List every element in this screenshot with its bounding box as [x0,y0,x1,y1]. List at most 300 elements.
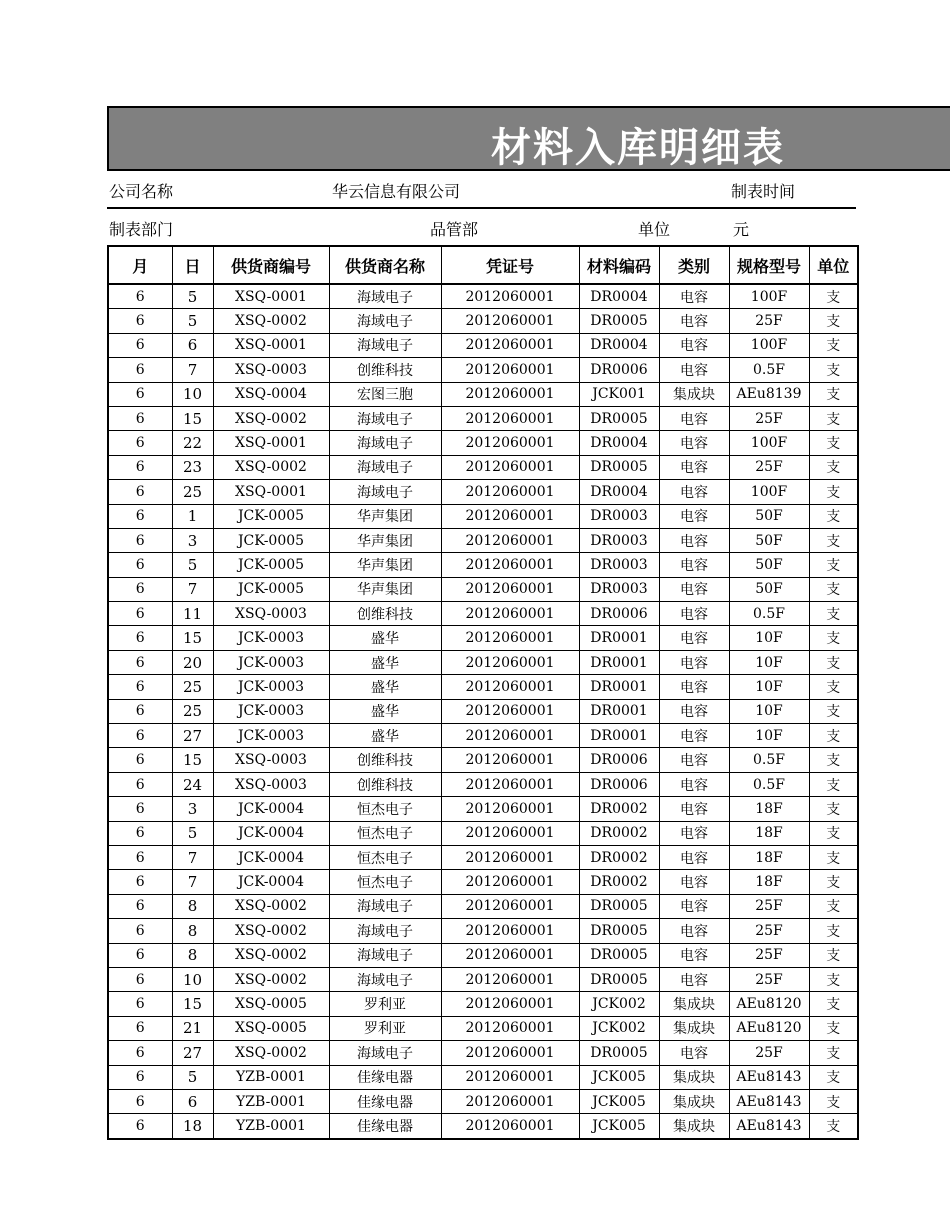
cell-month: 6 [108,797,172,821]
cell-material-code: DR0003 [579,553,659,577]
cell-supplier-name: 海域电子 [329,455,441,479]
cell-voucher-no: 2012060001 [441,431,579,455]
cell-supplier-code: JCK-0003 [213,699,329,723]
cell-supplier-code: XSQ-0002 [213,406,329,430]
table-row [108,504,858,528]
cell-category: 电容 [659,358,729,382]
cell-material-code: DR0005 [579,455,659,479]
cell-unit: 支 [809,699,858,723]
cell-month: 6 [108,1114,172,1139]
dept-value: 品管部 [430,220,479,239]
cell-voucher-no: 2012060001 [441,821,579,845]
cell-voucher-no: 2012060001 [441,724,579,748]
cell-month: 6 [108,480,172,504]
cell-material-code: DR0001 [579,675,659,699]
cell-month: 6 [108,1065,172,1089]
cell-material-code: JCK005 [579,1089,659,1113]
table-row [108,382,858,406]
cell-day: 23 [172,455,213,479]
cell-material-code: DR0005 [579,1041,659,1065]
cell-day: 5 [172,309,213,333]
cell-category: 电容 [659,797,729,821]
cell-material-code: DR0001 [579,724,659,748]
cell-spec-model: AEu8120 [729,1016,809,1040]
cell-month: 6 [108,528,172,552]
table-row [108,675,858,699]
cell-voucher-no: 2012060001 [441,992,579,1016]
cell-material-code: JCK005 [579,1065,659,1089]
cell-category: 电容 [659,821,729,845]
cell-supplier-name: 海域电子 [329,480,441,504]
cell-voucher-no: 2012060001 [441,358,579,382]
cell-category: 电容 [659,455,729,479]
cell-material-code: DR0004 [579,284,659,309]
cell-material-code: DR0006 [579,358,659,382]
cell-month: 6 [108,845,172,869]
cell-category: 集成块 [659,992,729,1016]
cell-category: 电容 [659,772,729,796]
cell-spec-model: AEu8143 [729,1089,809,1113]
cell-material-code: DR0004 [579,431,659,455]
title-banner [107,106,950,171]
cell-voucher-no: 2012060001 [441,1089,579,1113]
column-header-supplier-code: 供货商编号 [213,246,329,284]
cell-unit: 支 [809,821,858,845]
cell-month: 6 [108,1016,172,1040]
cell-material-code: DR0001 [579,650,659,674]
column-header-supplier-name: 供货商名称 [329,246,441,284]
cell-day: 10 [172,967,213,991]
cell-voucher-no: 2012060001 [441,894,579,918]
cell-day: 7 [172,358,213,382]
cell-day: 8 [172,919,213,943]
cell-spec-model: 10F [729,650,809,674]
cell-category: 电容 [659,943,729,967]
table-row [108,480,858,504]
cell-unit: 支 [809,480,858,504]
cell-voucher-no: 2012060001 [441,772,579,796]
cell-spec-model: 100F [729,284,809,309]
cell-supplier-name: 罗利亚 [329,992,441,1016]
cell-material-code: DR0006 [579,772,659,796]
cell-category: 电容 [659,870,729,894]
cell-unit: 支 [809,894,858,918]
cell-material-code: DR0001 [579,699,659,723]
cell-material-code: DR0002 [579,870,659,894]
cell-voucher-no: 2012060001 [441,845,579,869]
table-row [108,333,858,357]
cell-day: 3 [172,528,213,552]
table-row [108,1114,858,1139]
cell-month: 6 [108,309,172,333]
cell-spec-model: AEu8120 [729,992,809,1016]
cell-supplier-name: 盛华 [329,675,441,699]
cell-supplier-name: 海域电子 [329,894,441,918]
cell-spec-model: 18F [729,821,809,845]
cell-voucher-no: 2012060001 [441,650,579,674]
cell-unit: 支 [809,1114,858,1139]
cell-supplier-name: 创维科技 [329,748,441,772]
cell-voucher-no: 2012060001 [441,504,579,528]
table-row [108,1016,858,1040]
cell-day: 10 [172,382,213,406]
cell-unit: 支 [809,675,858,699]
table-row [108,1089,858,1113]
cell-voucher-no: 2012060001 [441,309,579,333]
cell-day: 15 [172,626,213,650]
cell-day: 5 [172,821,213,845]
cell-category: 集成块 [659,1016,729,1040]
cell-category: 电容 [659,602,729,626]
cell-spec-model: 25F [729,455,809,479]
cell-month: 6 [108,382,172,406]
cell-unit: 支 [809,553,858,577]
company-label: 公司名称 [109,182,174,201]
cell-supplier-name: 创维科技 [329,772,441,796]
cell-spec-model: 25F [729,894,809,918]
cell-unit: 支 [809,967,858,991]
cell-supplier-name: 宏图三胞 [329,382,441,406]
cell-supplier-code: XSQ-0002 [213,309,329,333]
cell-material-code: DR0002 [579,821,659,845]
cell-unit: 支 [809,992,858,1016]
cell-category: 电容 [659,333,729,357]
cell-category: 电容 [659,309,729,333]
cell-day: 5 [172,284,213,309]
cell-day: 15 [172,748,213,772]
table-row [108,553,858,577]
company-value: 华云信息有限公司 [332,182,461,201]
cell-category: 电容 [659,845,729,869]
cell-spec-model: 10F [729,699,809,723]
cell-voucher-no: 2012060001 [441,406,579,430]
cell-voucher-no: 2012060001 [441,382,579,406]
cell-supplier-name: 创维科技 [329,602,441,626]
cell-supplier-code: XSQ-0005 [213,992,329,1016]
cell-material-code: DR0001 [579,626,659,650]
cell-category: 电容 [659,528,729,552]
cell-spec-model: 25F [729,1041,809,1065]
cell-spec-model: 18F [729,870,809,894]
cell-voucher-no: 2012060001 [441,1065,579,1089]
info-row-company [107,171,856,209]
cell-month: 6 [108,894,172,918]
cell-spec-model: 10F [729,724,809,748]
cell-unit: 支 [809,650,858,674]
cell-spec-model: 0.5F [729,772,809,796]
cell-day: 15 [172,406,213,430]
column-header-voucher-no: 凭证号 [441,246,579,284]
unit-value: 元 [733,220,750,239]
cell-unit: 支 [809,1089,858,1113]
cell-unit: 支 [809,577,858,601]
cell-category: 电容 [659,480,729,504]
cell-supplier-code: XSQ-0002 [213,1041,329,1065]
cell-day: 15 [172,992,213,1016]
column-header-spec-model: 规格型号 [729,246,809,284]
cell-day: 3 [172,797,213,821]
table-row [108,577,858,601]
cell-material-code: DR0005 [579,967,659,991]
cell-supplier-name: 海域电子 [329,333,441,357]
cell-category: 电容 [659,699,729,723]
cell-category: 电容 [659,748,729,772]
cell-month: 6 [108,748,172,772]
cell-day: 18 [172,1114,213,1139]
cell-supplier-name: 恒杰电子 [329,821,441,845]
cell-month: 6 [108,431,172,455]
cell-voucher-no: 2012060001 [441,602,579,626]
cell-unit: 支 [809,284,858,309]
cell-unit: 支 [809,358,858,382]
cell-supplier-code: JCK-0003 [213,650,329,674]
cell-unit: 支 [809,943,858,967]
cell-spec-model: 100F [729,333,809,357]
table-row [108,1041,858,1065]
cell-spec-model: 25F [729,406,809,430]
cell-supplier-name: 海域电子 [329,431,441,455]
cell-month: 6 [108,650,172,674]
cell-voucher-no: 2012060001 [441,870,579,894]
cell-unit: 支 [809,602,858,626]
cell-supplier-name: 华声集团 [329,528,441,552]
cell-month: 6 [108,699,172,723]
cell-supplier-name: 恒杰电子 [329,870,441,894]
column-header-category: 类别 [659,246,729,284]
cell-category: 电容 [659,650,729,674]
cell-day: 6 [172,333,213,357]
cell-month: 6 [108,870,172,894]
dept-label: 制表部门 [109,220,174,239]
cell-voucher-no: 2012060001 [441,577,579,601]
cell-day: 8 [172,894,213,918]
cell-unit: 支 [809,919,858,943]
cell-supplier-name: 海域电子 [329,309,441,333]
cell-unit: 支 [809,870,858,894]
cell-material-code: DR0005 [579,919,659,943]
cell-supplier-name: 恒杰电子 [329,845,441,869]
cell-material-code: JCK002 [579,992,659,1016]
cell-supplier-name: 佳缘电器 [329,1114,441,1139]
cell-day: 11 [172,602,213,626]
cell-voucher-no: 2012060001 [441,480,579,504]
cell-month: 6 [108,992,172,1016]
cell-month: 6 [108,553,172,577]
cell-supplier-code: XSQ-0003 [213,748,329,772]
cell-spec-model: 25F [729,943,809,967]
cell-voucher-no: 2012060001 [441,699,579,723]
table-row [108,772,858,796]
cell-day: 1 [172,504,213,528]
table-body [108,284,858,1139]
table-row [108,358,858,382]
table-row [108,309,858,333]
cell-spec-model: 10F [729,626,809,650]
cell-supplier-name: 海域电子 [329,943,441,967]
cell-month: 6 [108,504,172,528]
cell-category: 电容 [659,675,729,699]
cell-supplier-code: XSQ-0002 [213,943,329,967]
cell-material-code: JCK002 [579,1016,659,1040]
cell-day: 21 [172,1016,213,1040]
table-row [108,821,858,845]
cell-spec-model: AEu8139 [729,382,809,406]
cell-supplier-name: 华声集团 [329,504,441,528]
cell-supplier-code: JCK-0004 [213,821,329,845]
table-row [108,894,858,918]
cell-unit: 支 [809,406,858,430]
table-row [108,943,858,967]
table-row [108,602,858,626]
cell-supplier-code: YZB-0001 [213,1114,329,1139]
cell-unit: 支 [809,333,858,357]
table-row [108,650,858,674]
cell-voucher-no: 2012060001 [441,1041,579,1065]
cell-supplier-code: JCK-0005 [213,528,329,552]
table-row [108,919,858,943]
cell-supplier-code: JCK-0005 [213,553,329,577]
cell-supplier-name: 华声集团 [329,577,441,601]
cell-voucher-no: 2012060001 [441,967,579,991]
cell-voucher-no: 2012060001 [441,1114,579,1139]
cell-day: 5 [172,1065,213,1089]
cell-material-code: DR0005 [579,406,659,430]
cell-supplier-code: XSQ-0002 [213,967,329,991]
cell-supplier-code: JCK-0003 [213,626,329,650]
cell-category: 电容 [659,626,729,650]
cell-unit: 支 [809,382,858,406]
cell-day: 20 [172,650,213,674]
cell-spec-model: 18F [729,845,809,869]
cell-voucher-no: 2012060001 [441,455,579,479]
cell-supplier-name: 盛华 [329,724,441,748]
cell-category: 电容 [659,919,729,943]
cell-category: 电容 [659,406,729,430]
cell-material-code: JCK005 [579,1114,659,1139]
cell-supplier-code: XSQ-0005 [213,1016,329,1040]
cell-spec-model: 100F [729,431,809,455]
table-row [108,992,858,1016]
cell-supplier-code: XSQ-0002 [213,455,329,479]
cell-category: 电容 [659,284,729,309]
cell-month: 6 [108,577,172,601]
cell-material-code: DR0002 [579,797,659,821]
cell-month: 6 [108,406,172,430]
cell-category: 集成块 [659,382,729,406]
table-row [108,724,858,748]
cell-spec-model: AEu8143 [729,1114,809,1139]
cell-day: 5 [172,553,213,577]
cell-supplier-code: XSQ-0001 [213,431,329,455]
cell-month: 6 [108,1089,172,1113]
cell-unit: 支 [809,1016,858,1040]
cell-category: 电容 [659,1041,729,1065]
cell-month: 6 [108,602,172,626]
cell-voucher-no: 2012060001 [441,797,579,821]
cell-material-code: DR0003 [579,504,659,528]
cell-supplier-name: 海域电子 [329,919,441,943]
cell-unit: 支 [809,528,858,552]
cell-material-code: DR0003 [579,528,659,552]
cell-material-code: DR0006 [579,748,659,772]
cell-category: 电容 [659,504,729,528]
cell-day: 24 [172,772,213,796]
table-row [108,1065,858,1089]
cell-supplier-code: JCK-0005 [213,577,329,601]
table-row [108,431,858,455]
cell-voucher-no: 2012060001 [441,748,579,772]
cell-spec-model: 25F [729,309,809,333]
cell-supplier-code: XSQ-0002 [213,894,329,918]
cell-supplier-code: YZB-0001 [213,1065,329,1089]
cell-supplier-name: 海域电子 [329,1041,441,1065]
inventory-table [107,245,859,1140]
cell-supplier-name: 华声集团 [329,553,441,577]
cell-day: 25 [172,480,213,504]
cell-material-code: DR0005 [579,894,659,918]
cell-voucher-no: 2012060001 [441,626,579,650]
cell-unit: 支 [809,845,858,869]
cell-voucher-no: 2012060001 [441,919,579,943]
cell-unit: 支 [809,748,858,772]
table-row [108,284,858,309]
cell-material-code: DR0003 [579,577,659,601]
unit-label: 单位 [638,220,671,239]
table-row [108,406,858,430]
cell-month: 6 [108,675,172,699]
cell-month: 6 [108,333,172,357]
cell-supplier-code: XSQ-0003 [213,602,329,626]
cell-material-code: JCK001 [579,382,659,406]
table-row [108,699,858,723]
cell-supplier-code: XSQ-0001 [213,480,329,504]
column-header-unit: 单位 [809,246,858,284]
cell-material-code: DR0006 [579,602,659,626]
page-title: 材料入库明细表 [491,125,785,171]
cell-spec-model: 18F [729,797,809,821]
cell-month: 6 [108,943,172,967]
cell-supplier-code: XSQ-0002 [213,919,329,943]
cell-category: 集成块 [659,1065,729,1089]
cell-material-code: DR0004 [579,480,659,504]
cell-supplier-name: 盛华 [329,699,441,723]
table-row [108,845,858,869]
table-row [108,967,858,991]
cell-month: 6 [108,724,172,748]
cell-voucher-no: 2012060001 [441,333,579,357]
cell-material-code: DR0002 [579,845,659,869]
cell-unit: 支 [809,772,858,796]
cell-voucher-no: 2012060001 [441,1016,579,1040]
cell-spec-model: 50F [729,528,809,552]
cell-month: 6 [108,967,172,991]
cell-supplier-name: 佳缘电器 [329,1065,441,1089]
cell-category: 电容 [659,577,729,601]
cell-voucher-no: 2012060001 [441,284,579,309]
cell-material-code: DR0005 [579,309,659,333]
cell-supplier-code: JCK-0004 [213,797,329,821]
info-row-dept [107,209,856,245]
table-row [108,870,858,894]
column-header-day: 日 [172,246,213,284]
cell-month: 6 [108,919,172,943]
cell-day: 27 [172,1041,213,1065]
cell-category: 集成块 [659,1114,729,1139]
cell-supplier-name: 盛华 [329,650,441,674]
cell-supplier-code: XSQ-0001 [213,333,329,357]
cell-supplier-code: XSQ-0003 [213,772,329,796]
cell-unit: 支 [809,1065,858,1089]
